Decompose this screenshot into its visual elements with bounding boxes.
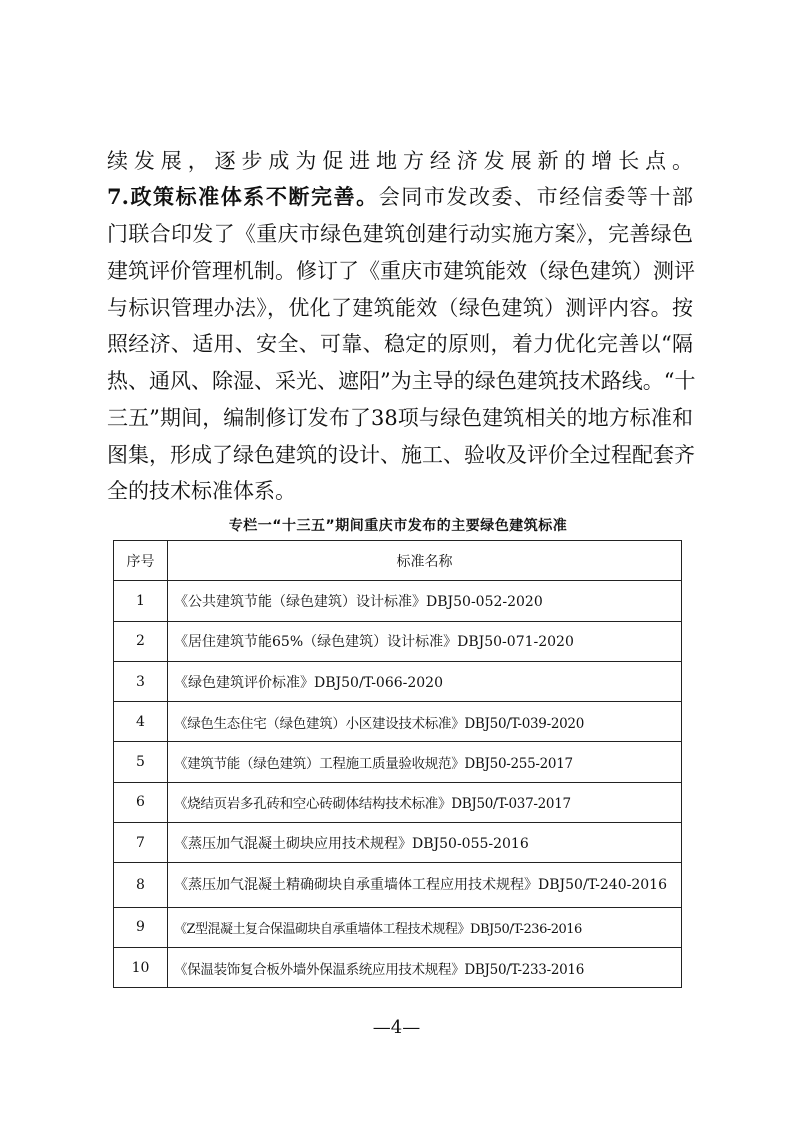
row-standard-name: 《蒸压加气混凝土精确砌块自承重墙体工程应用技术规程》DBJ50/T-240-2016 xyxy=(168,863,682,907)
table-row xyxy=(114,782,682,822)
row-index: 3 xyxy=(114,661,168,701)
table-row xyxy=(114,823,682,863)
row-index: 9 xyxy=(114,907,168,947)
table-row xyxy=(114,702,682,742)
paragraph-line-5: 与标识管理办法》，优化了建筑能效（绿色建筑）测评内容。按 xyxy=(107,296,693,320)
header-index: 序号 xyxy=(114,541,168,581)
row-standard-name: 《保温装饰复合板外墙外保温系统应用技术规程》DBJ50/T-233-2016 xyxy=(168,947,682,987)
section-heading: 7.政策标准体系不断完善。 xyxy=(107,184,379,209)
header-standard-name: 标准名称 xyxy=(168,541,682,581)
row-standard-name: 《烧结页岩多孔砖和空心砖砌体结构技术标准》DBJ50/T-037-2017 xyxy=(168,782,682,822)
row-index: 2 xyxy=(114,621,168,661)
paragraph-line-6: 照经济、适用、安全、可靠、稳定的原则，着力优化完善以“隔 xyxy=(107,332,693,356)
table-row xyxy=(114,907,682,947)
table-row xyxy=(114,742,682,782)
table-row xyxy=(114,621,682,661)
row-standard-name: 《绿色建筑评价标准》DBJ50/T-066-2020 xyxy=(168,661,682,701)
row-index: 8 xyxy=(114,863,168,907)
table-caption: 专栏一“十三五”期间重庆市发布的主要绿色建筑标准 xyxy=(228,518,568,534)
paragraph-line-7: 热、通风、除湿、采光、遮阳”为主导的绿色建筑技术路线。“十 xyxy=(107,369,696,393)
paragraph-line-3: 门联合印发了《重庆市绿色建筑创建行动实施方案》，完善绿色 xyxy=(107,222,693,246)
paragraph-line-4: 建筑评价管理机制。修订了《重庆市建筑能效（绿色建筑）测评 xyxy=(107,259,695,283)
row-index: 7 xyxy=(114,823,168,863)
row-index: 10 xyxy=(114,947,168,987)
row-standard-name: 《建筑节能（绿色建筑）工程施工质量验收规范》DBJ50-255-2017 xyxy=(168,742,682,782)
row-standard-name: 《Z型混凝土复合保温砌块自承重墙体工程技术规程》DBJ50/T-236-2016 xyxy=(168,907,682,947)
row-standard-name: 《绿色生态住宅（绿色建筑）小区建设技术标准》DBJ50/T-039-2020 xyxy=(168,702,682,742)
table-header-row xyxy=(114,541,682,581)
table-row xyxy=(114,581,682,621)
row-index: 1 xyxy=(114,581,168,621)
row-standard-name: 《公共建筑节能（绿色建筑）设计标准》DBJ50-052-2020 xyxy=(168,581,682,621)
standards-table xyxy=(113,540,682,988)
paragraph-line-9: 图集，形成了绿色建筑的设计、施工、验收及评价全过程配套齐 xyxy=(107,443,695,467)
row-index: 5 xyxy=(114,742,168,782)
page-number: —4— xyxy=(372,1017,421,1038)
paragraph-line-10: 全的技术标准体系。 xyxy=(107,479,296,503)
table-row xyxy=(114,947,682,987)
row-index: 6 xyxy=(114,782,168,822)
row-standard-name: 《蒸压加气混凝土砌块应用技术规程》DBJ50-055-2016 xyxy=(168,823,682,863)
row-index: 4 xyxy=(114,702,168,742)
table-row xyxy=(114,661,682,701)
paragraph-line-8: 三五”期间，编制修订发布了38项与绿色建筑相关的地方标准和 xyxy=(107,406,693,430)
paragraph-line-1: 续发展，逐步成为促进地方经济发展新的增长点。 xyxy=(107,149,693,173)
row-standard-name: 《居住建筑节能65%（绿色建筑）设计标准》DBJ50-071-2020 xyxy=(168,621,682,661)
section-heading-rest: 会同市发改委、市经信委等十部 xyxy=(378,185,694,209)
paragraph-line-2 xyxy=(107,182,693,212)
table-row xyxy=(114,863,682,907)
